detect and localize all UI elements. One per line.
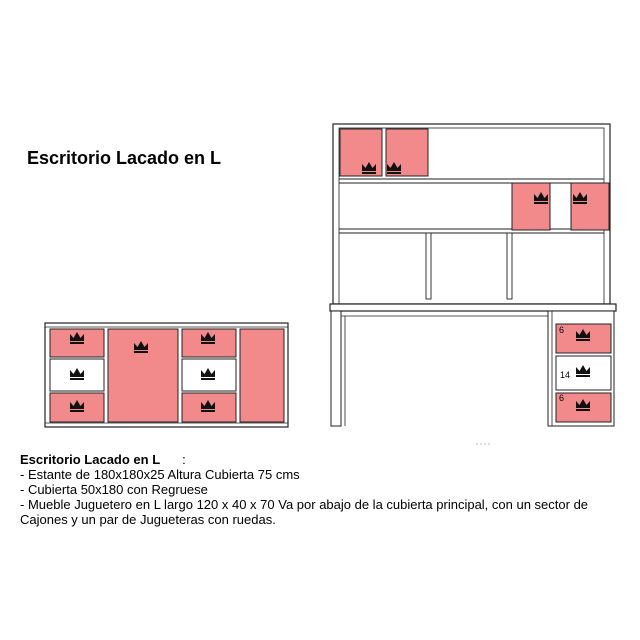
desktop-surface bbox=[330, 304, 616, 311]
door-pink bbox=[240, 329, 284, 422]
description-line: - Estante de 180x180x25 Altura Cubierta 75 cms bbox=[20, 467, 300, 482]
description-heading: Escritorio Lacado en L bbox=[20, 452, 161, 467]
description bbox=[20, 452, 635, 527]
door-pink bbox=[108, 329, 178, 422]
door-pink bbox=[571, 183, 609, 230]
drawer-label-bottom: 6 bbox=[559, 393, 565, 403]
toy-cabinet bbox=[45, 323, 288, 427]
page-title: Escritorio Lacado en L bbox=[27, 148, 222, 168]
description-line: - Mueble Juguetero en L largo 120 x 40 x 70 Va por abajo de la cubierta principal, con un sector de Cajones y un par de Jugueteras con ruedas. bbox=[20, 497, 589, 527]
drawer-label-top: 6 bbox=[559, 325, 565, 335]
desk-hutch bbox=[330, 124, 616, 426]
drawer-label-middle: 14 bbox=[560, 370, 571, 380]
drawer-pink bbox=[556, 324, 611, 353]
description-line: - Cubierta 50x180 con Regruese bbox=[20, 482, 208, 497]
description-heading-suffix: : bbox=[182, 452, 186, 467]
door-pink bbox=[512, 183, 550, 230]
